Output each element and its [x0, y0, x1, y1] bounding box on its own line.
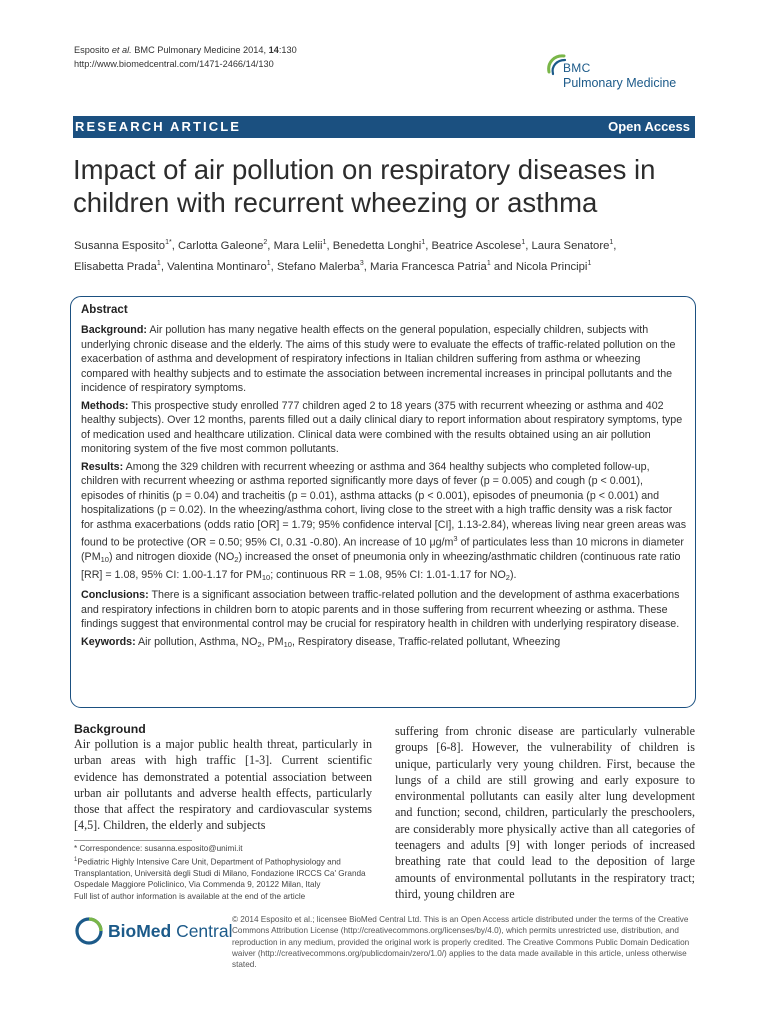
open-access-label: Open Access — [608, 119, 690, 134]
abstract-keywords — [81, 635, 687, 653]
author-affiliation-mark: 1* — [165, 239, 172, 246]
license-statement: © 2014 Esposito et al.; licensee BioMed Central Ltd. This is an Open Access article distributed under the terms of the Creative Commons Attribution License (http://creativecommons.org/licenses/by/4.0), which permits unrestricted use, distribution, and reproduction in any medium, provided the original work is properly credited. The Creative Commons Public Domain Dedication waiver (http://creativecommons.org/publicdomain/zero/1.0/) applies to the data made available in this article, unless otherwise stated. — [232, 915, 690, 970]
citation-article-number: :130 — [278, 45, 297, 55]
keywords-text-3: , Respiratory disease, Traffic-related pollutant, Wheezing — [291, 635, 561, 648]
results-sub-2a: 2 — [234, 555, 239, 565]
author-affiliation-mark: 1 — [587, 259, 592, 267]
conclusions-text: There is a significant association between traffic-related pollution and the development of asthma exacerbations and respiratory infections in children born to atopic parents and in those suffering from recurrent wheezing or asthma. These findings suggest that environmental control may be crucial for respiratory health in children with underlying respiratory disease. — [81, 589, 680, 631]
results-sup-3: 3 — [453, 534, 458, 543]
author-affiliation-mark: 1 — [322, 239, 327, 246]
body-right-column — [395, 723, 695, 902]
article-title: Impact of air pollution on respiratory diseases in children with recurrent wheezing or asthma — [73, 154, 656, 218]
results-text-6: ). — [509, 568, 517, 581]
results-label: Results: — [81, 460, 124, 473]
author-name: Laura Senatore — [531, 239, 610, 252]
results-text-1: Among the 329 children with recurrent wheezing or asthma and 364 healthy subjects who completed follow-up, children with recurrent wheezing or asthma reported significantly more days of fever (p = 0.005) and cough (p < 0.001), episodes of rhinitis (p = 0.04) and tracheitis (p = 0.01), asthma attacks (p < 0.001), episodes of pneumonia (p < 0.001) and hospitalizations (p = 0.02). In the wheezing/asthma cohort, living close to the street with a high traffic density was a risk factor for asthma exacerbations (odds ratio [OR] = 1.79; 95% confidence interval [CI], 1.13-2.84), whereas living near green areas was found to be protective (OR = 0.50; 95% CI, 0.31 -0.80). An increase of 10 μg/m — [81, 460, 687, 549]
author-name: Elisabetta Prada — [74, 260, 157, 273]
author-list: Susanna Esposito$^{1*}$, Carlotta Galeone$^2$, Mara Lelii$^1$, Benedetta Longhi$^1$, Beatrice Ascolese$^1$, Laura Senatore$^1$, Elisabetta Prada$^1$, Valentina Montinaro$^1$, Stefano Malerba$^3$, Maria Francesca Patria$^1$ and Nicola Principi$^1$ — [74, 239, 617, 273]
biomed-central-circle-icon — [74, 916, 104, 946]
abstract-heading: Abstract — [81, 304, 128, 316]
background-section-heading: Background — [74, 722, 146, 736]
footnote-divider — [74, 840, 192, 841]
author-name: Benedetta Longhi — [332, 239, 422, 252]
results-text-2: of particulates less than 10 microns in diameter (PM — [81, 536, 684, 564]
author-name: Stefano Malerba — [276, 260, 360, 273]
biomed-central-logo — [74, 916, 233, 948]
biomed-text: BioMed — [108, 921, 172, 941]
keywords-text-2: , PM — [261, 635, 284, 648]
background-text: Air pollution has many negative health effects on the general population, especially children, subjects with underlying chronic disease and the elderly. The aims of this study were to evaluate the effects of traffic-related pollution on the exacerbation of asthma and development of respiratory infections in Italian children suffering from asthma or wheezing compared with healthy subjects and to estimate the association between incremental increases in principal pollutants and the incidence of respiratory symptoms. — [81, 324, 676, 394]
citation-et-al: et al. — [111, 45, 132, 55]
citation-author: Esposito — [74, 45, 110, 55]
body-left-column — [74, 722, 372, 834]
abstract-conclusions — [81, 588, 687, 632]
logo-bmc-text: BMC — [563, 61, 591, 75]
author-name: Mara Lelii — [273, 239, 323, 252]
methods-text: This prospective study enrolled 777 children aged 2 to 18 years (375 with recurrent wheezing or asthma and 402 healthy subjects). Over 12 months, parents filled out a daily clinical diary to report information about respiratory symptoms, type of medication used and healthcare utilization. Clinical data were combined with the results obtained using an air pollution monitoring system of the five most common pollutants. — [81, 399, 683, 455]
author-affiliation-mark: 3 — [359, 259, 364, 267]
results-sub-10b: 10 — [261, 572, 271, 582]
author-affiliation-mark: 1 — [609, 239, 614, 246]
keywords-label: Keywords: — [81, 635, 136, 648]
affiliation-sup: 1 — [74, 856, 78, 863]
citation-volume: 14 — [268, 45, 279, 55]
author-name: Maria Francesca Patria — [370, 260, 487, 273]
body-right-text: suffering from chronic disease are particularly vulnerable groups [6-8]. However, the vulnerability of children is unique, particularly very young children. First, because the lungs of a child are still growing and early exposure to environmental pollutants can easily alter lung development and function; second, children, particularly the preschoolers, are considerably more physically active than all categories of teenagers and adults [9] with longer periods of increased breathing rate that could lead to the deposition of large amounts of environmental pollutants in the respiratory tract; third, young children are — [395, 724, 695, 901]
author-name: Susanna Esposito — [74, 239, 166, 252]
author-affiliation-mark: 1 — [521, 239, 526, 246]
abstract-results — [81, 460, 687, 586]
biomed-central-text — [108, 921, 232, 942]
abstract-methods — [81, 399, 687, 457]
conclusions-label: Conclusions: — [81, 589, 149, 602]
journal-logo — [545, 52, 705, 97]
author-affiliation-mark: 1 — [486, 259, 491, 267]
affiliation-note — [74, 855, 374, 891]
author-affiliation-mark: 1 — [156, 259, 161, 267]
full-author-list-note: Full list of author information is available at the end of the article — [74, 891, 306, 901]
author-affiliation-mark: 1 — [421, 239, 426, 246]
author-name: Beatrice Ascolese — [431, 239, 522, 252]
results-text-4: ) increased the onset of pneumonia only in wheezing/asthmatic children (continuous rate ratio [RR] = 1.08, 95% CI: 1.00-1.17 for PM — [81, 551, 681, 581]
article-type-bar — [73, 116, 695, 138]
results-sub-2b: 2 — [505, 572, 510, 582]
article-type-label: RESEARCH ARTICLE — [75, 119, 242, 134]
citation-journal: BMC Pulmonary Medicine 2014, — [131, 45, 269, 55]
body-left-text: Air pollution is a major public health threat, particularly in urban areas with high traffic [1-3]. Current scientific evidence has demonstrated a potential association between urban air pollutants and adverse health effects, particularly those that affect the respiratory and cardiovascular systems [4,5]. Children, the elderly and subjects — [74, 737, 372, 833]
abstract-background — [81, 323, 687, 396]
affiliation-text: Pediatric Highly Intensive Care Unit, Department of Pathophysiology and Transplantation, Università degli Studi di Milano, Fondazione IRCCS Ca' Granda Ospedale Maggiore Policlinico, Via Commenda 9, 20122 Milan, Italy — [74, 857, 366, 890]
keywords-sub-2: 2 — [257, 639, 262, 649]
citation-line — [74, 44, 297, 58]
abstract-box — [70, 296, 696, 708]
central-text: Central — [171, 921, 233, 941]
author-name: Carlotta Galeone — [177, 239, 264, 252]
author-affiliation-mark: 1 — [266, 259, 271, 267]
results-text-5: ; continuous RR = 1.08, 95% CI: 1.01-1.17 for NO — [270, 568, 506, 581]
keywords-sub-10: 10 — [283, 639, 292, 649]
abstract-body — [81, 323, 687, 655]
author-affiliation-mark: 2 — [263, 239, 268, 246]
background-label: Background: — [81, 324, 147, 336]
author-name: Valentina Montinaro — [167, 260, 267, 273]
author-name: Nicola Principi — [515, 260, 588, 273]
footnotes — [74, 843, 374, 902]
correspondence-note: * Correspondence: susanna.esposito@unimi.it — [74, 844, 243, 853]
results-text-3: ) and nitrogen dioxide (NO — [108, 551, 235, 564]
article-url[interactable]: http://www.biomedcentral.com/1471-2466/14/130 — [74, 58, 274, 69]
logo-journal-name: Pulmonary Medicine — [563, 76, 677, 90]
journal-reference — [74, 44, 297, 71]
methods-label: Methods: — [81, 399, 129, 412]
results-sub-10a: 10 — [100, 555, 109, 565]
keywords-text-1: Air pollution, Asthma, NO — [138, 635, 258, 648]
